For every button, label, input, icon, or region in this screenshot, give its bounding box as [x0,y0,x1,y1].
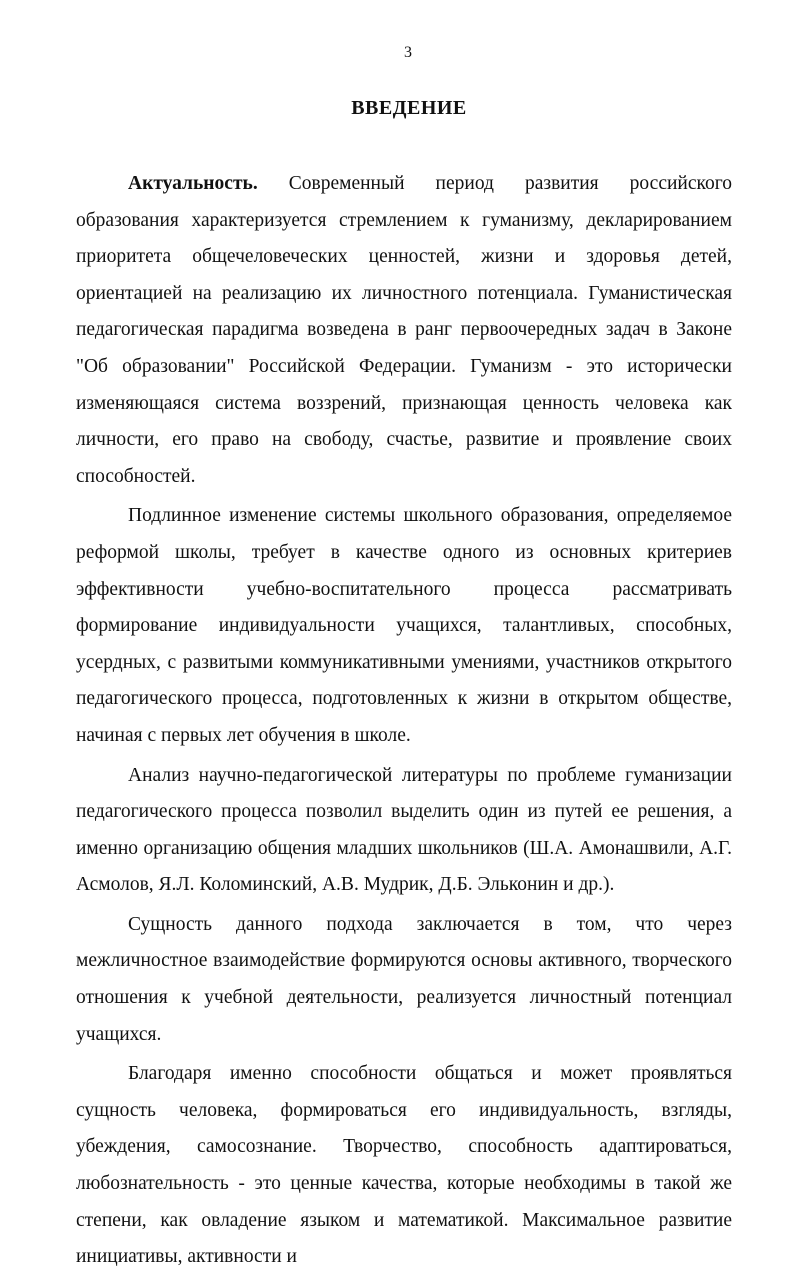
paragraph: Подлинное изменение системы школьного образования, определяемое реформой школы, требует в качестве одного из основных критериев эффективности учебно-воспитательного процесса рассматривать формирование индивидуальности учащихся, талантливых, способных, усердных, с развитыми коммуникативными умениями, участников открытого педагогического процесса, подготовленных к жизни в открытом обществе, начиная с первых лет обучения в школе. [76,505,732,746]
body-text [76,166,732,1276]
paragraph: Благодаря именно способности общаться и может проявляться сущность человека, формироваться его индивидуальность, взгляды, убеждения, самосознание. Творчество, способность адаптироваться, любознательность - это ценные качества, которые необходимы в такой же степени, как овладение языком и математикой. Максимальное развитие инициативы, активности и [76,1063,732,1268]
page-number: 3 [404,44,412,61]
paragraph-lead: Актуальность. [128,173,258,194]
paragraph: Анализ научно-педагогической литературы по проблеме гуманизации педагогического процесса позволил выделить один из путей ее решения, а именно организацию общения младших школьников (Ш.А. Амонашвили, А.Г. Асмолов, Я.Л. Коломинский, А.В. Мудрик, Д.Б. Эльконин и др.). [76,764,732,896]
paragraph-relevance [76,166,732,495]
page-title: ВВЕДЕНИЕ [351,97,467,119]
paragraph-text: Современный период развития российского образования характеризуется стремлением к гуманизму, декларированием приоритета общечеловеческих ценностей, жизни и здоровья детей, ориентацией на реализацию их личностного потенциала. Гуманистическая педагогическая парадигма возведена в ранг первоочередных задач в Законе "Об образовании" Российской Федерации. Гуманизм - это исторически изменяющаяся система воззрений, признающая ценность человека как личности, его право на свободу, счастье, развитие и проявление своих способностей. [76,173,732,487]
paragraph: Сущность данного подхода заключается в том, что через межличностное взаимодействие формируются основы активного, творческого отношения к учебной деятельности, реализуется личностный потенциал учащихся. [76,913,732,1045]
